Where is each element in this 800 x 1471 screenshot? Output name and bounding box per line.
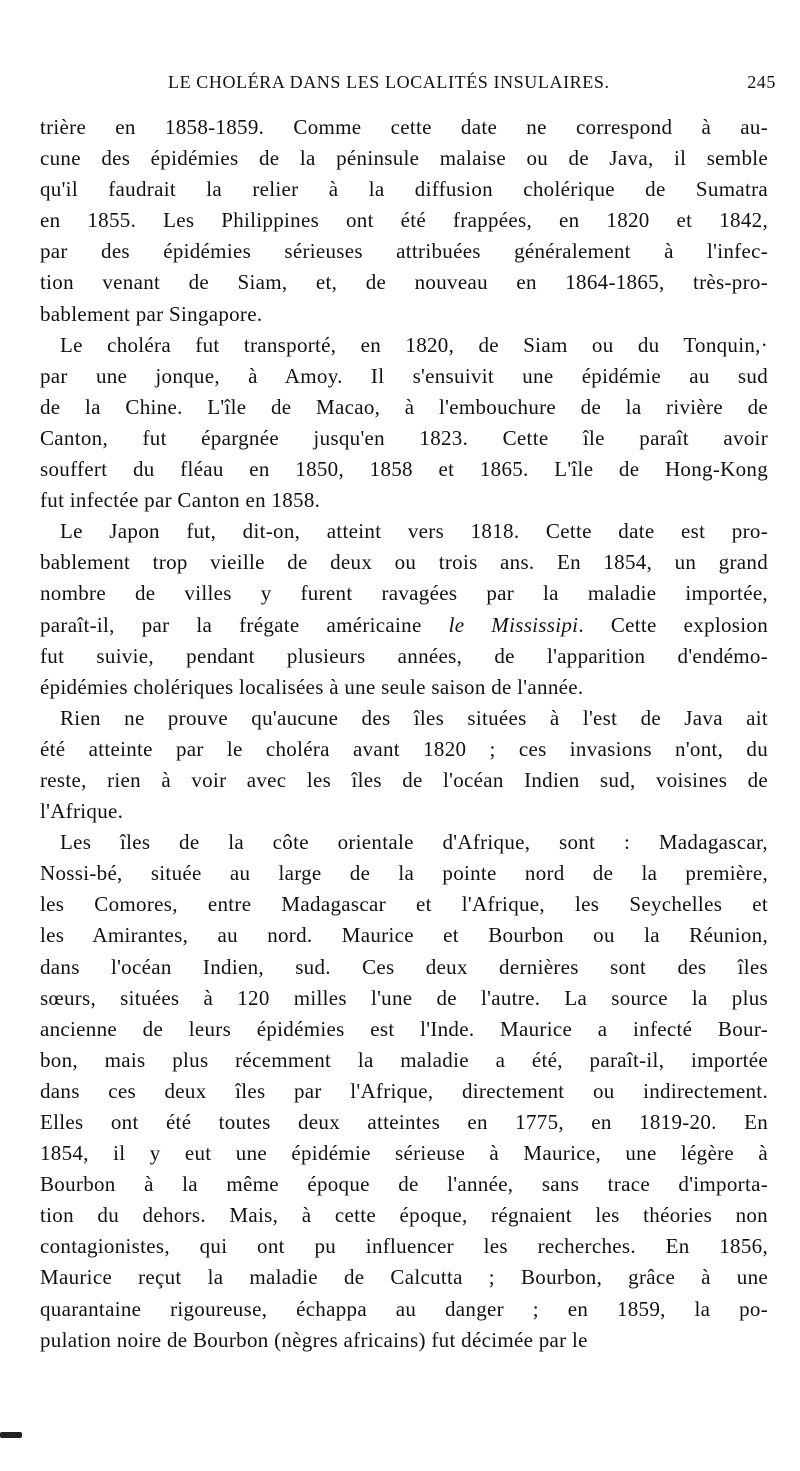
text-line: trière en 1858-1859. Comme cette date ne correspond à au- — [40, 115, 768, 139]
text-line: cune des épidémies de la péninsule malaise ou de Java, il semble — [40, 146, 768, 171]
text-line: dans l'océan Indien, sud. Ces deux dernières sont des îles — [40, 954, 768, 979]
scan-mark — [0, 1432, 22, 1438]
text-line: paraît-il, par la frégate américaine le Mississipi. Cette explosion — [40, 612, 768, 637]
text-line: Bourbon à la même époque de l'année, sans trace d'importa- — [40, 1172, 768, 1197]
text-line: 1854, il y eut une épidémie sérieuse à Maurice, une légère à — [40, 1141, 768, 1166]
text-line: pulation noire de Bourbon (nègres africains) fut décimée par le — [40, 1327, 588, 1352]
text-line: quarantaine rigoureuse, échappa au danger ; en 1859, la po- — [40, 1296, 768, 1321]
running-title: LE CHOLÉRA DANS LES LOCALITÉS INSULAIRES. — [168, 72, 610, 92]
text-line: par une jonque, à Amoy. Il s'ensuivit une épidémie au sud — [40, 363, 768, 388]
text-line: en 1855. Les Philippines ont été frappées, en 1820 et 1842, — [40, 208, 768, 233]
text-line: Rien ne prouve qu'aucune des îles situées à l'est de Java ait — [60, 705, 768, 730]
page-number: 245 — [747, 72, 776, 92]
text-line: par des épidémies sérieuses attribuées généralement à l'infec- — [40, 239, 768, 264]
text-line: sœurs, situées à 120 milles l'une de l'autre. La source la plus — [40, 985, 768, 1010]
text-line: épidémies cholériques localisées à une seule saison de l'année. — [40, 674, 584, 699]
text-line: fut infectée par Canton en 1858. — [40, 488, 321, 513]
text-line: les Amirantes, au nord. Maurice et Bourbon ou la Réunion, — [40, 923, 768, 948]
ship-name: le Mississipi — [448, 612, 579, 637]
text-line: fut suivie, pendant plusieurs années, de l'apparition d'endémo- — [40, 643, 768, 668]
text-line: Elles ont été toutes deux atteintes en 1775, en 1819-20. En — [40, 1110, 768, 1134]
text-line: tion venant de Siam, et, de nouveau en 1864-1865, très-pro- — [40, 270, 768, 295]
text-line: bablement par Singapore. — [40, 301, 263, 326]
text-line: qu'il faudrait la relier à la diffusion cholérique de Sumatra — [40, 177, 768, 202]
text-line: bon, mais plus récemment la maladie a été, paraît-il, importée — [40, 1047, 768, 1072]
text-line: Maurice reçut la maladie de Calcutta ; Bourbon, grâce à une — [40, 1265, 768, 1290]
text-line: de la Chine. L'île de Macao, à l'embouchure de la rivière de — [40, 394, 768, 419]
text-line: tion du dehors. Mais, à cette époque, régnaient les théories non — [40, 1203, 768, 1228]
text-line: bablement trop vieille de deux ou trois ans. En 1854, un grand — [40, 550, 768, 575]
text-line: contagionistes, qui ont pu influencer les recherches. En 1856, — [40, 1234, 768, 1259]
text-line: Nossi-bé, située au large de la pointe nord de la première, — [40, 861, 768, 886]
text-line: les Comores, entre Madagascar et l'Afrique, les Seychelles et — [40, 892, 768, 917]
text-line: souffert du fléau en 1850, 1858 et 1865. L'île de Hong-Kong — [40, 457, 768, 482]
text-line: Le choléra fut transporté, en 1820, de Siam ou du Tonquin,· — [60, 332, 768, 357]
body-text — [40, 112, 768, 1356]
text-line: nombre de villes y furent ravagées par la maladie importée, — [40, 581, 768, 606]
text-line: reste, rien à voir avec les îles de l'océan Indien sud, voisines de — [40, 767, 768, 792]
text-line: Canton, fut épargnée jusqu'en 1823. Cette île paraît avoir — [40, 425, 768, 450]
text-line: Le Japon fut, dit-on, atteint vers 1818. Cette date est pro- — [60, 519, 768, 544]
text-line: dans ces deux îles par l'Afrique, directement ou indirectement. — [40, 1078, 768, 1103]
text-line: été atteinte par le choléra avant 1820 ; ces invasions n'ont, du — [40, 736, 768, 761]
text-line: l'Afrique. — [40, 799, 124, 824]
text-line: ancienne de leurs épidémies est l'Inde. Maurice a infecté Bour- — [40, 1016, 768, 1041]
text-line: Les îles de la côte orientale d'Afrique, sont : Madagascar, — [60, 830, 768, 855]
